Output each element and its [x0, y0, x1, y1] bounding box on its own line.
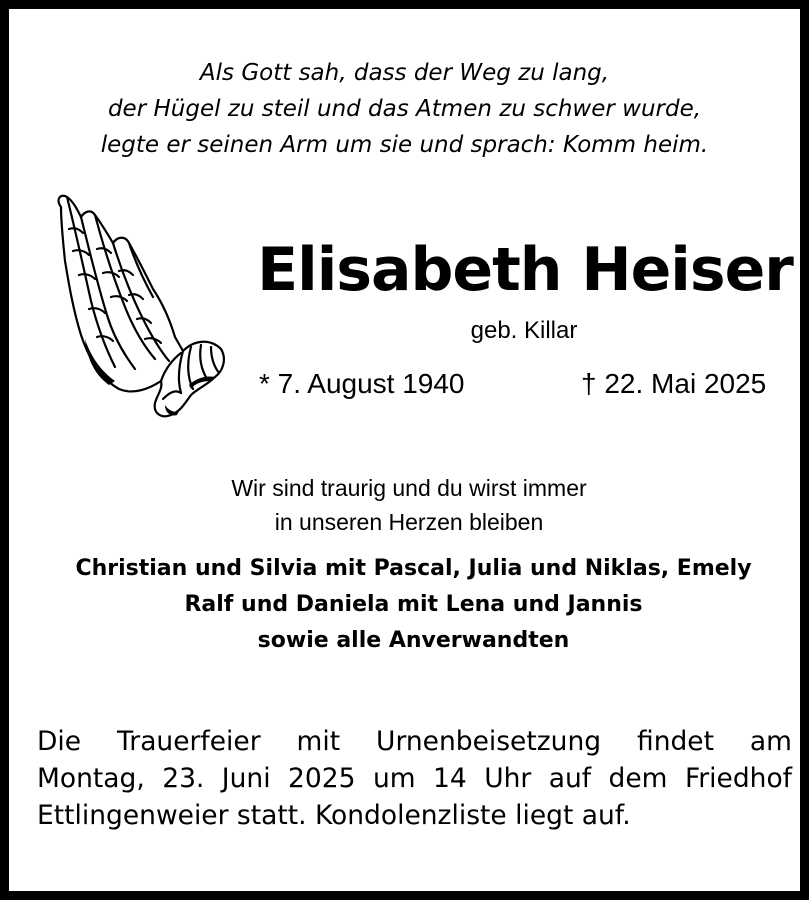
- poem-line: der Hügel zu steil und das Atmen zu schwer wurde,: [107, 96, 702, 122]
- mourners-line: Christian und Silvia mit Pascal, Julia und Niklas, Emely: [75, 556, 752, 581]
- praying-hands-icon: [45, 189, 235, 434]
- funeral-info: [37, 723, 792, 834]
- poem-line: Als Gott sah, dass der Weg zu lang,: [199, 60, 610, 86]
- maiden-name: geb. Killar: [470, 317, 578, 344]
- poem-line: legte er seinen Arm um sie und sprach: Komm heim.: [100, 132, 709, 158]
- death-date: † 22. Mai 2025: [581, 368, 767, 399]
- mourners-list: [9, 551, 809, 659]
- poem: [9, 55, 800, 163]
- mourners-line: Ralf und Daniela mit Lena und Jannis: [184, 592, 643, 617]
- mourners-line: sowie alle Anverwandten: [257, 628, 570, 653]
- sadness-line: in unseren Herzen bleiben: [274, 509, 544, 535]
- funeral-info-line: Die Trauerfeier mit Urnenbeisetzung findet am: [37, 726, 792, 757]
- funeral-info-line: Montag, 23. Juni 2025 um 14 Uhr auf dem Friedhof: [37, 763, 792, 794]
- birth-date: * 7. August 1940: [259, 368, 465, 399]
- deceased-name: Elisabeth Heiser: [257, 235, 793, 305]
- sadness-line: Wir sind traurig und du wirst immer: [231, 475, 587, 501]
- sadness-message: [9, 471, 809, 539]
- funeral-info-line: Ettlingenweier statt. Kondolenzliste liegt auf.: [37, 800, 631, 831]
